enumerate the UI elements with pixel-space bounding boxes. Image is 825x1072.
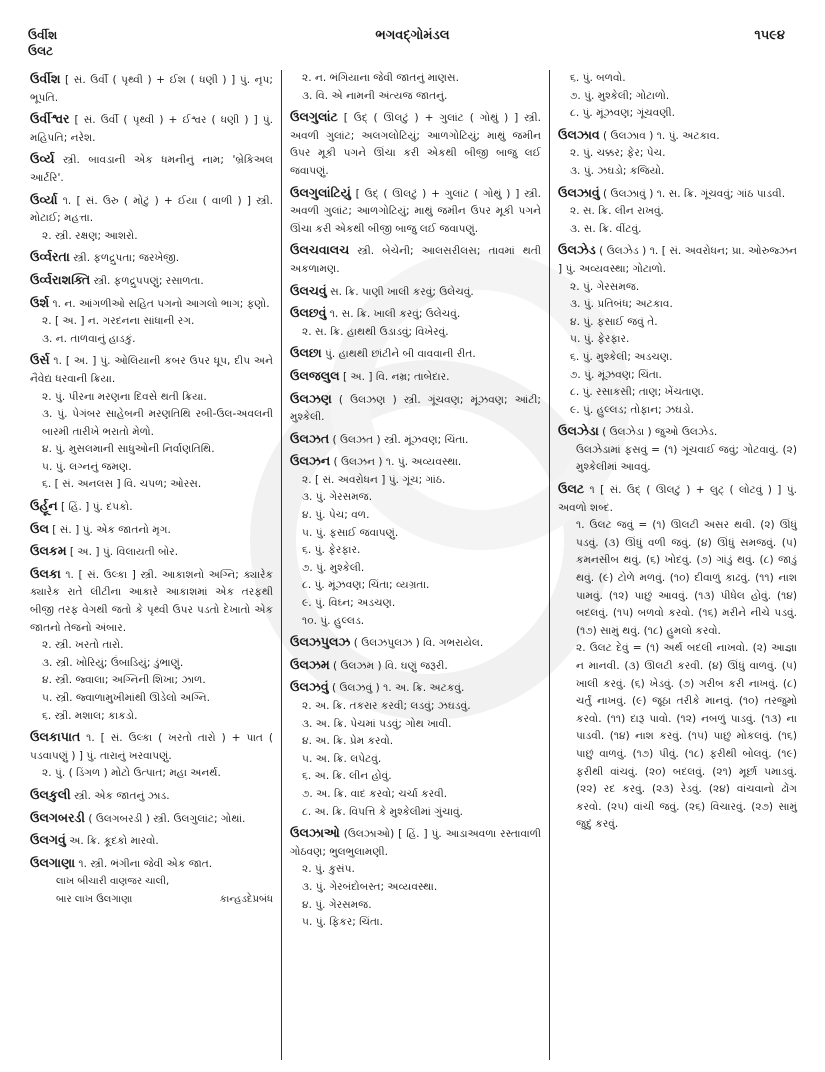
sense-line: ૩. પું. ગેરસમજ. xyxy=(302,491,373,504)
headword: ઉર્સ xyxy=(30,352,50,368)
sense-line: ૩. અ. ક્રિ. પેચમાં પડવું; ગોથ ખાવી. xyxy=(302,717,452,730)
dictionary-entry xyxy=(290,70,541,105)
headword: ઉલઝણ xyxy=(290,390,332,406)
sense-line: ૩. ન. તાળવાનું હાડકું. xyxy=(42,332,136,345)
sense-line: ૪. પું. ફસાઈ જવું તે. xyxy=(570,315,658,328)
headword: ઉલકુલી xyxy=(30,786,71,802)
quote-source: કાન્હડદેપ્રબંધ xyxy=(219,893,273,905)
dictionary-entry xyxy=(30,191,273,246)
dictionary-entry xyxy=(558,422,797,477)
sense-line: ૪. અ. ક્રિ. પ્રેમ કરવો. xyxy=(302,735,394,748)
definition-text: ૧. [ સં. ઉલ્કા ] સ્ત્રી. આકાશનો અગ્નિ; ક્યારેક ક્યારેક રાતે લીટીના આકારે આકાશમાં એક તરફથી બીજી તરફ વેગથી જતો કે પૃથ્વી ઉપર પડતો દેખાતો એક જાતનો તેજનો અંબાર. xyxy=(30,568,273,634)
quote-text: લાખ બીચારી વાણજર ચાલી, xyxy=(56,876,170,888)
headword: ઉર્શ xyxy=(30,294,50,310)
headword: ઉલ xyxy=(30,520,49,536)
dictionary-entry xyxy=(30,271,273,291)
sense-line: ૬. પું. ફેરફાર. xyxy=(302,544,361,557)
definition-text: સ્ત્રી. ફળદ્રુપતા; જરખેજી. xyxy=(69,252,180,265)
headword: ઉર્વ્ય xyxy=(30,151,55,167)
entry-definition xyxy=(30,294,273,314)
dictionary-entry xyxy=(290,824,541,932)
entry-definition xyxy=(30,542,273,562)
entry-definition xyxy=(558,241,797,278)
definition-text: [ સં. ] પું. એક જાતનો મૃગ. xyxy=(48,523,171,536)
definition-text: ૧. [ અ. ] પું. ઓલિયાની કબર ઉપર ધૂપ, દીપ અને નૈવેદ્ય ધરવાની ક્રિયા. xyxy=(30,355,273,385)
dictionary-entry xyxy=(290,304,541,341)
headword: ઉલકા xyxy=(30,565,61,581)
headword: ઉર્વીશ્વર xyxy=(30,111,70,127)
headword: ઉલગવું xyxy=(30,832,66,848)
definition-text: [ અ. ] વિ. નમ્ર; તાબેદાર. xyxy=(339,370,450,383)
dictionary-entry xyxy=(30,786,273,806)
dictionary-entry xyxy=(30,854,273,909)
headword: ઉલગાણા xyxy=(30,854,76,870)
headword: ઉલકમ xyxy=(30,543,67,559)
guide-word-first: ઉર્વીશ xyxy=(28,28,58,42)
definition-text: ( ઉલઝત ) સ્ત્રી. મૂંઝવણ; ચિંતા. xyxy=(329,433,469,446)
headword: ઉલછા xyxy=(290,345,322,361)
sense-line: ૩. સ્ત્રી. ખોરિયું; ઉંબાડિયું; ડુંભાણું. xyxy=(42,656,184,669)
sense-line: ૨. ન. ભંગિયાના જેવી જાતનું માણસ. xyxy=(302,72,459,84)
sense-line: ૨. સ્ત્રી. ખરતો તારો. xyxy=(42,639,124,652)
definition-text: સ્ત્રી. બાવડાની એક ધમનીનું નામ; 'બ્રેકિઅલ આર્ટરિ'. xyxy=(30,154,273,184)
dictionary-entry xyxy=(290,633,541,653)
entry-definition xyxy=(30,70,273,107)
headword: ઉલગુલાંટ xyxy=(290,109,338,125)
definition-text: ( ઉલઝણ ) સ્ત્રી. ગૂંચવણ; મૂંઝવણ; આંટી; મુશ્કેલી. xyxy=(290,393,541,424)
quote-line xyxy=(30,891,273,909)
entry-definition xyxy=(290,184,541,239)
entry-definition xyxy=(290,108,541,180)
sense-line: ૮. પું. મૂંઝવણ; ગૂંચવણી. xyxy=(570,107,675,120)
headword: ઉલકાપાત xyxy=(30,729,81,745)
sense-line: ૫. પું. ફસાઈ જવાપણું. xyxy=(302,526,399,539)
entry-definition xyxy=(30,271,273,291)
sense-line: ૫. પું. ફિકર; ચિંતા. xyxy=(302,916,384,929)
page-number: ૧૫૯૪ xyxy=(754,28,785,43)
entry-definition xyxy=(290,344,541,364)
definition-text: ( ઉલઝાવ ) ૧. પું. અટકાવ. xyxy=(599,129,720,142)
sense-line: ૬. અ. ક્રિ. લીન હોવું. xyxy=(302,770,392,783)
entry-definition xyxy=(30,786,273,806)
sense-line: ૩. પું. ગેરબંદોબસ્ત; અવ્યવસ્થા. xyxy=(302,880,438,893)
sense-line: ૨. સ્ત્રી. રક્ષણ; આશરો. xyxy=(42,229,138,242)
entry-definition xyxy=(30,248,273,268)
entry-definition xyxy=(558,480,797,517)
sense-line: ૨. પું. ( ડિંગળ ) મોટો ઉત્પાત; મહા અનર્થ. xyxy=(42,767,221,780)
definition-text: [ સં. ઉર્વી ( પૃથ્વી ) + ઈશ્વર ( ધણી ) ] પું. મહિપતિ; નરેશ. xyxy=(30,114,273,144)
sense-line: ૨. [ અ. ] ન. ગરદનના સાંધાની રગ. xyxy=(42,315,195,328)
entry-definition xyxy=(30,497,273,517)
entry-definition xyxy=(290,452,541,472)
definition-text: ( ઉલઝેડ ) ૧. [ સં. અવરોધન; પ્રા. ઓરુજ્ઝન ] પું. અવ્યવસ્થા; ગોટાળો. xyxy=(558,245,797,275)
dictionary-entry xyxy=(290,430,541,450)
sense-line: ૪. સ્ત્રી. જ્વાલા; અગ્નિની શિખા; ઝાળ. xyxy=(42,674,206,687)
dictionary-entry xyxy=(30,542,273,562)
definition-text: સ્ત્રી. બેચેની; આલસરીલસ; તાવમાં થતી અકળામણ. xyxy=(290,245,541,275)
sense-line: ૩. વિ. એ નામની અંત્યજ જાતનું. xyxy=(302,89,448,102)
headword: ઉર્વ્વરતા xyxy=(30,249,70,265)
headword: ઉલચવું xyxy=(290,282,327,298)
definition-text: ૧. [ સં. ઉલ્કા ( ખરતો તારો ) + પાત ( પડવાપણું ) ] પું. તારાનું ખરવાપણું. xyxy=(30,732,273,762)
book-title: ભગવદ્ગોમંડલ xyxy=(375,28,450,43)
definition-text: સ્ત્રી. ફળદ્રુપપણું; રસાળતા. xyxy=(90,274,204,287)
definition-text: ( ઉલઝન ) ૧. પું. અવ્યવસ્થા. xyxy=(330,456,462,469)
dictionary-entry xyxy=(558,184,797,239)
dictionary-entry xyxy=(558,126,797,181)
headword: ઉલઝેડ xyxy=(558,242,596,258)
entry-definition xyxy=(30,809,273,829)
sense-line: ૨. પું. ચક્કર; ફેર; પેચ. xyxy=(570,147,666,160)
idiom-block: ૧. ઉલટ જવું = (૧) ઊલટી અસર થવી. (૨) ઊંધું પડવું. (૩) ઊંધું વળી જવું. (૪) ઊંધું સમજવું. (૫) કમનસીબ થવું. (૬) ખોદવું. (૭) ગાંડું થવું. (૮) જાડું થવું. (૯) ટોળે મળવું. (૧૦) દીવાળું કાઢવું. (૧૧) નાશ પામવું. (૧૨) પાછું આવવું. (૧૩) પીધેલ હોવું. (૧૪) બદલવું. (૧૫) બળવો કરવો. (૧૬) મરીને નીચે પડવું. (૧૭) સામું થવું. (૧૮) હુમલો કરવો. xyxy=(576,519,797,637)
entry-definition xyxy=(290,241,541,278)
entry-definition xyxy=(558,126,797,146)
entry-definition xyxy=(290,367,541,387)
entry-definition xyxy=(30,520,273,540)
sense-line: ૨. પું. કુસંપ. xyxy=(302,863,355,876)
sense-line: ૮. પું. રસાકસી; તાણ; ખેંચતાણ. xyxy=(570,386,705,399)
dictionary-entry xyxy=(558,70,797,123)
dictionary-entry xyxy=(558,480,797,834)
headword: ઉલઝન xyxy=(290,453,331,469)
entry-definition xyxy=(30,854,273,874)
sense-line: ૮. અ. ક્રિ. વિપત્તિ કે મુશ્કેલીમાં ગુંચાવું. xyxy=(302,805,464,818)
sense-line: ૩. પું. પેગંબર સાહેબની મરણતિથિ રબી-ઉલ-અવલની બારમી તારીખે ભરાતો મેળો. xyxy=(42,408,273,438)
definition-text: સ. ક્રિ. પાણી ખાલી કરવું; ઉલેચવું. xyxy=(326,285,474,298)
entry-definition xyxy=(30,110,273,147)
dictionary-entry xyxy=(30,565,273,725)
sense-line: ૨. અ. ક્રિ. તકરાર કરવી; લડવું; ઝઘડવું. xyxy=(302,700,471,712)
definition-text: [ અ. ] પું. વિલાયતી બોર. xyxy=(66,546,179,559)
dictionary-entry xyxy=(30,831,273,851)
dictionary-entry xyxy=(290,390,541,427)
definition-text: [ હિં. ] પું. દપકો. xyxy=(57,501,133,514)
dictionary-entry xyxy=(30,809,273,829)
sense-line: ૬. [ સં. અનલસ ] વિ. ચપળ; ઓરસ. xyxy=(42,478,202,491)
headword: ઉલઝમ xyxy=(290,656,330,672)
headword: ઉલઝત xyxy=(290,430,330,446)
sense-line: ૫. પું. લગ્નનું જમણ. xyxy=(42,460,132,473)
dictionary-entry xyxy=(30,520,273,540)
definition-text: ૧. [ સં. ઉરુ ( મોટું ) + ઈયા ( વાળી ) ] સ્ત્રી. મોટાઈ; મહત્તા. xyxy=(30,194,273,225)
entry-definition xyxy=(290,633,541,653)
dictionary-entry xyxy=(30,497,273,517)
definition-text: ૧. સ્ત્રી. ભંગીના જેવી એક જાત. xyxy=(75,857,213,870)
sense-line: ૨. સ. ક્રિ. લીન રાખવું. xyxy=(570,205,664,218)
dictionary-entry xyxy=(290,367,541,387)
entry-definition xyxy=(290,390,541,427)
dictionary-entry xyxy=(290,678,541,821)
dictionary-entry xyxy=(290,241,541,278)
quote-text: બાર લાખ ઉલગાણા xyxy=(56,893,133,905)
sense-line: ૪. પું. પેચ; વળ. xyxy=(302,509,370,522)
guide-word-last: ઉલટ xyxy=(28,44,54,58)
headword: ઉલજલુલ xyxy=(290,367,340,383)
definition-text: અ. ક્રિ. કૂદકો મારવો. xyxy=(65,835,159,848)
sense-line: ૩. પું. પ્રતિબંધ; અટકાવ. xyxy=(570,298,673,311)
sense-line: ૬. પું. બળવો. xyxy=(570,72,626,84)
dictionary-entry xyxy=(558,241,797,419)
sense-line: ૪. પું. મુસલમાની સાધુઓની નિર્વાણતિથિ. xyxy=(42,443,215,456)
entry-definition xyxy=(290,678,541,698)
column-1 xyxy=(30,70,282,1060)
headword: ઉર્વીશ xyxy=(30,71,61,86)
sense-line: ૫. અ. ક્રિ. લપેટવું. xyxy=(302,752,382,765)
entry-definition xyxy=(30,728,273,765)
definition-text: ૧. સ. ક્રિ. ખાલી કરવું; ઉલેચવું. xyxy=(326,308,461,321)
sense-line: ૯. પું. વિઘ્ન; અડચણ. xyxy=(302,597,396,610)
dictionary-entry xyxy=(30,294,273,349)
entry-definition xyxy=(290,304,541,324)
entry-definition xyxy=(290,282,541,302)
definition-text: સ્ત્રી. એક જાતનું ઝાડ. xyxy=(70,789,170,802)
column-2 xyxy=(282,70,550,1060)
definition-text: ( ઉલઝપુલઝ ) વિ. ગભરાયેલ. xyxy=(350,637,484,650)
definition-text: ૧. ન. આંગળીઓ સહિત પગનો આગલો ભાગ; ફણો. xyxy=(49,297,270,310)
headword: ઉલઝપુલઝ xyxy=(290,634,351,650)
dictionary-entry xyxy=(30,110,273,147)
sense-line: ૨. સ. ક્રિ. હાથથી ઉડાડવું; વિખેરવું. xyxy=(302,325,449,338)
dictionary-entry xyxy=(30,150,273,187)
sense-line: ૭. પું. મુશ્કેલી; ગોટાળો. xyxy=(570,89,670,102)
dictionary-entry xyxy=(290,108,541,180)
headword: ઉલઝાઓ xyxy=(290,825,340,841)
definition-text: ( ઉલઝાવું ) ૧. સ. ક્રિ. ગૂંચવવું; ગાંઠ પાડવી. xyxy=(599,187,786,200)
page-header xyxy=(28,28,797,58)
headword: ઉલછવું xyxy=(290,305,327,321)
definition-text: ( ઉલઝવું ) ૧. અ. ક્રિ. અટકવું. xyxy=(328,682,465,695)
dictionary-columns xyxy=(30,70,805,1060)
entry-definition xyxy=(558,184,797,204)
definition-text: પું. હાથથી છાંટીને બી વાવવાની રીત. xyxy=(321,348,476,361)
sense-line: ૯. પું. હુલ્લડ; તોફાન; ઝઘડો. xyxy=(570,403,694,416)
definition-text: ( ઉલઝમ ) વિ. ઘણું જરૂરી. xyxy=(329,659,448,672)
idiom-block: ૨. ઉલટ દેવું = (૧) અર્થ બદલી નાખવો. (૨) આજ્ઞા ન માનવી. (૩) ઊલટી કરવી. (૪) ઊંધું વાળવું. (૫) ખાલી કરવું. (૬) ખેડવું. (૭) ગરીબ કરી નાખવું. (૮) ચર્તું નાખવું. (૯) જૂઠા તરીકે માનવું. (૧૦) તરજુમો કરવો. (૧૧) દારૂ પાવો. (૧૨) નબળું પાડવું. (૧૩) ના પાડવી. (૧૪) નાશ કરવું. (૧૫) પાછું મોકલવું. (૧૬) પાછું વાળવું. (૧૭) પીવું. (૧૮) ફરીથી બોલવું. (૧૯) ફરીથી વાંચવું. (૨૦) બદલવું. (૨૧) મૂર્છા પમાડવું. (૨૨) રદ કરવું. (૨૩) રેડવું. (૨૪) વાંચવાનો ઢોંગ કરવો. (૨૫) વાંચી જવું. (૨૬) વિચારવું. (૨૭) સામું જુદું કરવું. xyxy=(576,642,797,831)
definition-text: [ ઉદ્ ( ઊલટું ) + ગુલાંટ ( ગોથું ) ] સ્ત્રી. અવળી ગુલાંટ; અલગલોટિયું; આળગોટિયું; માથું જમીન ઉપર મૂકી પગને ઊંચા કરી એકથી બીજી બાજુ લઈ જવાપણું. xyxy=(290,112,541,177)
headword: ઉલટ xyxy=(558,481,585,497)
sense-line: ૨. પું. ગેરસમજ. xyxy=(570,280,640,293)
entry-definition xyxy=(290,824,541,861)
definition-text: ( ઉલઝેડા ) જુઓ ઉલઝેડ. xyxy=(598,426,718,439)
quote-line xyxy=(30,873,273,891)
headword: ઉલચવાલચ xyxy=(290,242,350,258)
sense-line: ૭. પું. મૂંઝવણ; ચિંતા. xyxy=(570,368,662,381)
headword: ઉલઝાવ xyxy=(558,126,600,142)
definition-text: [ ઉદ્ ( ઊલટું ) + ગુલાંટ ( ગોથું ) ] સ્ત્રી. અવળી ગુલાંટ; આળગોટિયું; માથું જમીન ઉપર મૂકી પગને ઊંચા કરી એકથી બીજી બાજુ લઈ જવાપણું. xyxy=(290,187,541,235)
headword: ઉલઝાવું xyxy=(558,184,600,200)
entry-definition xyxy=(558,422,797,442)
definition-text: (ઉલઝાઓ) [ હિં. ] પું. આડાઅવળા રસ્તાવાળી ગોઠવણ; ભુલભુલામણી. xyxy=(290,828,541,858)
headword: ઉલગુલાંટિયું xyxy=(290,184,351,200)
sense-line: ૩. પું. ઝઘડો; કજિયો. xyxy=(570,164,665,177)
entry-definition xyxy=(290,656,541,676)
sense-line: ૩. સ. ક્રિ. વીંટવું. xyxy=(570,222,642,235)
headword: ઉલઝવું xyxy=(290,679,329,695)
definition-text: ( ઉલગબરડી ) સ્ત્રી. ઉલગુલાંટ; ગોથાં. xyxy=(84,812,246,825)
sense-line: ૭. પું. મુશ્કેલી. xyxy=(302,561,365,574)
sense-line: ૬. પું. મુશ્કેલી; અડચણ. xyxy=(570,350,673,363)
dictionary-entry xyxy=(30,248,273,268)
definition-text: ૧ [ સં. ઉદ્ ( ઊલટું ) + લુટ્ ( લોટવું ) ] પું. અવળો શબ્દ. xyxy=(558,484,797,514)
headword: ઉર્વ્વરાશક્તિ xyxy=(30,271,91,287)
headword: ઉલઝેડા xyxy=(558,423,599,439)
sense-line: ૬. સ્ત્રી. મશાલ; કાકડો. xyxy=(42,709,138,722)
sense-line: ૫. પું. ફેરફાર. xyxy=(570,333,630,346)
entry-definition xyxy=(30,831,273,851)
entry-definition xyxy=(30,191,273,228)
dictionary-entry xyxy=(290,282,541,302)
sense-line: ૧૦. પું. હુલ્લડ. xyxy=(302,614,365,627)
sense-line: ૨. પું. પીરના મરણના દિવસે થતી ક્રિયા. xyxy=(42,390,207,403)
sense-line: ૨. [ સં. અવરોધન ] પું. ગૂંચ; ગાંઠ. xyxy=(302,473,446,486)
entry-definition xyxy=(30,565,273,637)
sense-line: ૪. પું. ગેરસમજ. xyxy=(302,898,372,911)
sense-line: ૮. પું. મૂંઝવણ; ચિંતા; વ્યગ્રતા. xyxy=(302,579,430,592)
headword: ઉલગબરડી xyxy=(30,809,85,825)
sense-line: ૫. સ્ત્રી. જ્વાળામુખીમાંથી ઊડેલો અગ્નિ. xyxy=(42,692,211,704)
dictionary-entry xyxy=(290,344,541,364)
dictionary-entry xyxy=(30,351,273,494)
column-3 xyxy=(550,70,805,1060)
headword: ઉર્વ્યા xyxy=(30,191,58,207)
dictionary-entry xyxy=(30,728,273,783)
entry-definition xyxy=(30,150,273,187)
dictionary-entry xyxy=(30,70,273,107)
idiom-block: ઉલઝેડામાં ફસવું = (૧) ગૂંચવાઈ જવું; ગોટવાવું. (૨) મુશ્કેલીમાં આવવું. xyxy=(576,443,797,474)
entry-definition xyxy=(290,430,541,450)
dictionary-entry xyxy=(290,184,541,239)
headword: ઉર્હૂન xyxy=(30,498,58,514)
entry-definition xyxy=(30,351,273,388)
dictionary-entry xyxy=(290,656,541,676)
dictionary-entry xyxy=(290,452,541,630)
sense-line: ૭. અ. ક્રિ. વાદ કરવો; ચર્ચા કરવી. xyxy=(302,787,448,800)
definition-text: [ સં. ઉર્વી ( પૃથ્વી ) + ઈશ ( ધણી ) ] પું. નૃપ; ભૂપતિ. xyxy=(30,74,273,104)
